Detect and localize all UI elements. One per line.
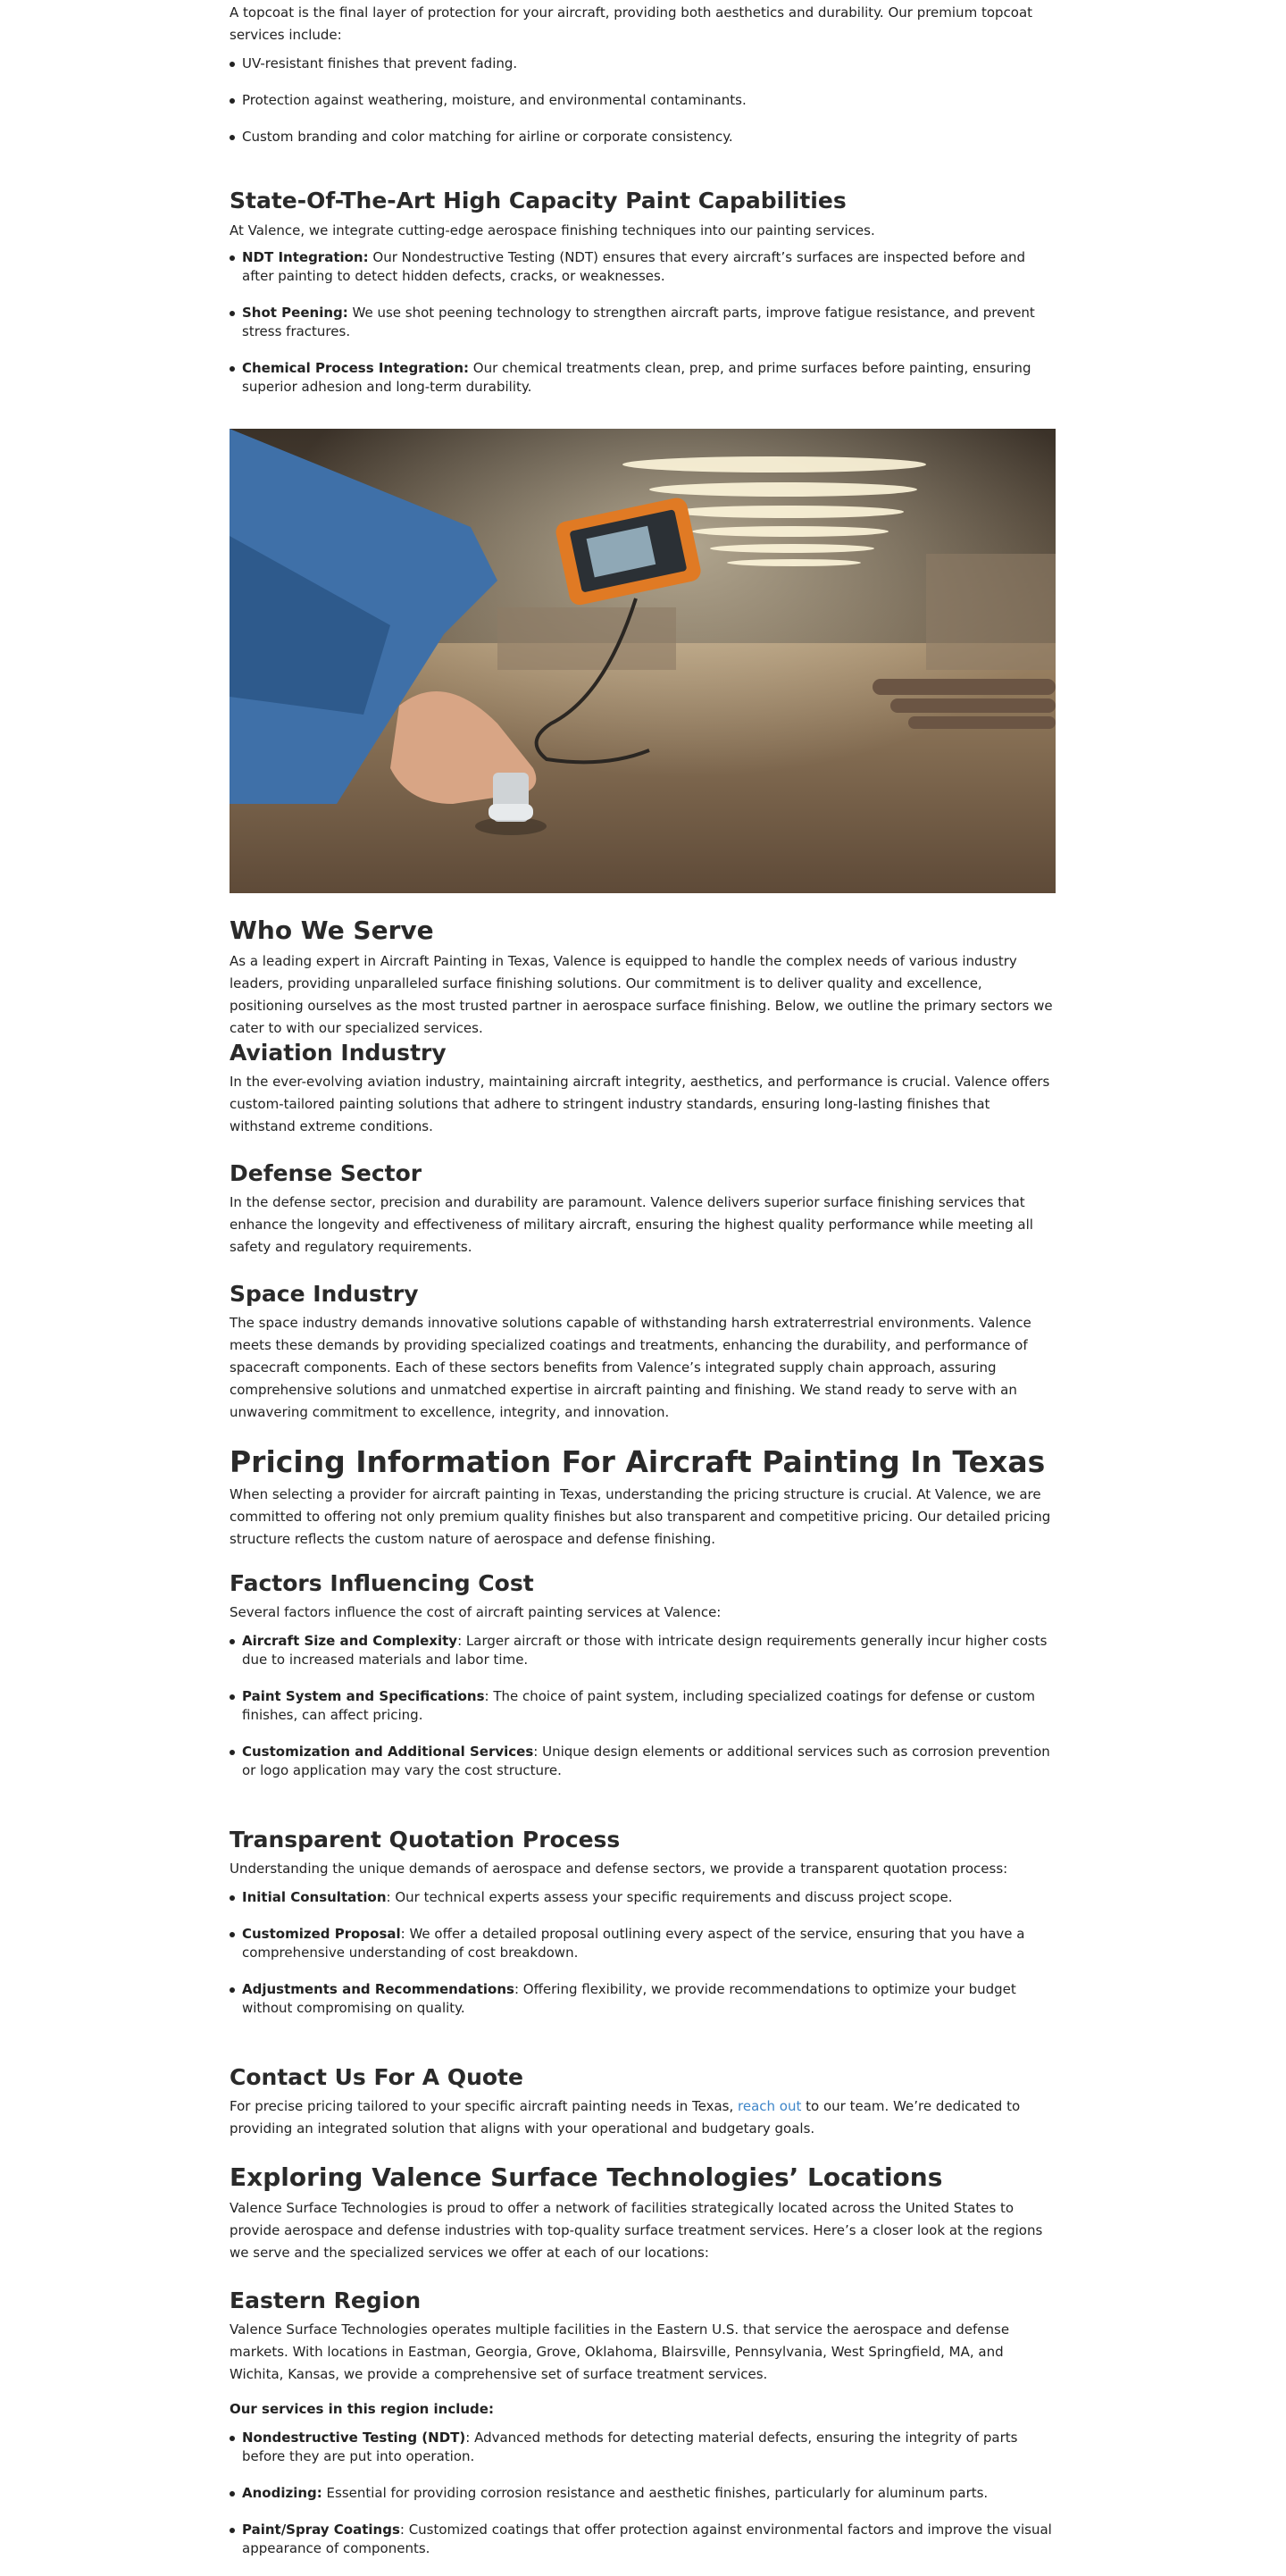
aviation-section xyxy=(230,1037,1056,1138)
item-label: Chemical Process Integration: xyxy=(242,360,470,376)
quotation-heading: Transparent Quotation Process xyxy=(230,1827,621,1853)
pricing-heading: Pricing Information For Aircraft Painting In Texas xyxy=(230,1444,1046,1479)
contact-text-after: to our team. We’re dedicated to providing an integrated solution that aligns with your operational and budgetary goals. xyxy=(230,2098,1021,2137)
capabilities-intro: At Valence, we integrate cutting-edge aerospace finishing techniques into our painting services. xyxy=(230,222,875,238)
item-text: Essential for providing corrosion resistance and aesthetic finishes, particularly for aluminum parts. xyxy=(322,2485,989,2501)
space-heading: Space Industry xyxy=(230,1281,419,1307)
item-label: Aircraft Size and Complexity xyxy=(242,1633,458,1649)
item-label: Nondestructive Testing (NDT) xyxy=(242,2430,466,2446)
aviation-text: In the ever-evolving aviation industry, maintaining aircraft integrity, aesthetics, and performance is crucial. Valence offers custom-tailored painting solutions that adhere to stringent industry standards, ensuring long-lasting finishes that withstand extreme conditions. xyxy=(230,1074,1050,1134)
topcoat-list xyxy=(230,54,1056,146)
item-text: : Larger aircraft or those with intricate design requirements generally incur higher costs due to increased materials and labor time. xyxy=(242,1633,1048,1668)
pricing-text: When selecting a provider for aircraft painting in Texas, understanding the pricing structure is crucial. At Valence, we are committed to offering not only premium quality finishes but also transparent and competitive pricing. Our detailed pricing structure reflects the custom nature of aerospace and defense finishing. xyxy=(230,1486,1051,1547)
capabilities-heading: State-Of-The-Art High Capacity Paint Capabilities xyxy=(230,188,847,213)
factors-list xyxy=(230,1632,1056,1780)
aviation-heading: Aviation Industry xyxy=(230,1040,447,1066)
list-item: Custom branding and color matching for airline or corporate consistency. xyxy=(230,128,1056,146)
eastern-services-label: Our services in this region include: xyxy=(230,2401,494,2417)
list-item xyxy=(230,1925,1056,1962)
who-heading: Who We Serve xyxy=(230,916,434,945)
item-label: Paint/Spray Coatings xyxy=(242,2522,400,2538)
list-item xyxy=(230,1687,1056,1725)
quotation-intro: Understanding the unique demands of aerospace and defense sectors, we provide a transparent quotation process: xyxy=(230,1861,1008,1877)
item-text: We use shot peening technology to strengthen aircraft parts, improve fatigue resistance, and prevent stress fractures. xyxy=(242,305,1035,339)
topcoat-intro: A topcoat is the final layer of protection for your aircraft, providing both aesthetics and durability. Our premium topcoat services include: xyxy=(230,4,1033,43)
photo-illustration xyxy=(230,429,1056,893)
space-text: The space industry demands innovative solutions capable of withstanding harsh extraterrestrial environments. Valence meets these demands by providing specialized coatings and treatments, enhancing the durability, and performance of spacecraft components. Each of these sectors benefits from Valence’s integrated supply chain approach, assuring comprehensive solutions and unmatched expertise in aircraft painting and finishing. We stand ready to serve with an unwavering commitment to excellence, integrity, and innovation. xyxy=(230,1315,1031,1420)
locations-text: Valence Surface Technologies is proud to offer a network of facilities strategically located across the United States to provide aerospace and defense industries with top-quality surface treatment services. Here’s a closer look at the regions we serve and the specialized services we offer at each of our locations: xyxy=(230,2200,1043,2261)
list-item xyxy=(230,359,1056,397)
item-text: : Advanced methods for detecting material defects, ensuring the integrity of parts before they are put into operation. xyxy=(242,2430,1018,2464)
space-section xyxy=(230,1278,1056,1424)
contact-text xyxy=(230,2095,1056,2140)
item-label: Shot Peening: xyxy=(242,305,348,321)
pricing-section xyxy=(230,1443,1056,1551)
eastern-text: Valence Surface Technologies operates multiple facilities in the Eastern U.S. that service the aerospace and defense markets. With locations in Eastman, Georgia, Grove, Oklahoma, Blairsville, Pennsylvania, West Springfield, MA, and Wichita, Kansas, we provide a comprehensive set of surface treatment services. xyxy=(230,2321,1010,2382)
factors-heading: Factors Influencing Cost xyxy=(230,1570,534,1596)
item-text: : Offering flexibility, we provide recommendations to optimize your budget without compromising on quality. xyxy=(242,1981,1016,2016)
contact-heading: Contact Us For A Quote xyxy=(230,2064,523,2090)
item-label: Paint System and Specifications xyxy=(242,1688,485,1704)
item-text: : We offer a detailed proposal outlining every aspect of the service, ensuring that you have a comprehensive understanding of cost breakdown. xyxy=(242,1926,1025,1961)
quotation-list xyxy=(230,1888,1056,2018)
locations-heading: Exploring Valence Surface Technologies’ Locations xyxy=(230,2162,943,2192)
list-item xyxy=(230,248,1056,286)
item-text: Our Nondestructive Testing (NDT) ensures that every aircraft’s surfaces are inspected before and after painting to detect hidden defects, cracks, or weaknesses. xyxy=(242,249,1026,284)
list-item xyxy=(230,2429,1056,2466)
item-text: : Customized coatings that offer protection against environmental factors and improve the visual appearance of components. xyxy=(242,2522,1052,2556)
capabilities-list xyxy=(230,248,1056,397)
defense-section xyxy=(230,1158,1056,1259)
item-text: : Unique design elements or additional services such as corrosion prevention or logo application may vary the cost structure. xyxy=(242,1744,1050,1778)
who-we-serve-section xyxy=(230,913,1056,1040)
factors-intro: Several factors influence the cost of aircraft painting services at Valence: xyxy=(230,1604,722,1620)
item-label: Customization and Additional Services xyxy=(242,1744,534,1760)
reach-out-link[interactable]: reach out xyxy=(738,2098,802,2114)
defense-text: In the defense sector, precision and durability are paramount. Valence delivers superior surface finishing services that enhance the longevity and effectiveness of military aircraft, ensuring the highest quality performance while meeting all safety and regulatory requirements. xyxy=(230,1194,1033,1255)
locations-section xyxy=(230,2160,1056,2264)
eastern-region-section xyxy=(230,2285,1056,2576)
list-item: Protection against weathering, moisture, and environmental contaminants. xyxy=(230,91,1056,110)
who-intro: As a leading expert in Aircraft Painting in Texas, Valence is equipped to handle the complex needs of various industry leaders, providing unparalleled surface finishing solutions. Our commitment is to deliver quality and excellence, positioning ourselves as the most trusted partner in aerospace surface finishing. Below, we outline the primary sectors we cater to with our specialized services. xyxy=(230,953,1053,1036)
quotation-section xyxy=(230,1824,1056,2036)
item-label: Customized Proposal xyxy=(242,1926,401,1942)
eastern-services-list xyxy=(230,2429,1056,2558)
topcoat-section xyxy=(230,2,1056,164)
contact-section xyxy=(230,2062,1056,2140)
list-item xyxy=(230,1888,1056,1907)
item-text: Our chemical treatments clean, prep, and prime surfaces before painting, ensuring superior adhesion and long-term durability. xyxy=(242,360,1031,395)
item-label: NDT Integration: xyxy=(242,249,369,265)
item-label: Adjustments and Recommendations xyxy=(242,1981,514,1997)
list-item: UV-resistant finishes that prevent fading. xyxy=(230,54,1056,73)
list-item xyxy=(230,2484,1056,2503)
factors-section xyxy=(230,1568,1056,1798)
item-label: Initial Consultation xyxy=(242,1889,387,1905)
list-item xyxy=(230,2521,1056,2558)
list-item xyxy=(230,1632,1056,1669)
ndt-inspection-photo xyxy=(230,429,1056,893)
defense-heading: Defense Sector xyxy=(230,1160,422,1186)
contact-text-before: For precise pricing tailored to your specific aircraft painting needs in Texas, xyxy=(230,2098,739,2114)
eastern-heading: Eastern Region xyxy=(230,2287,422,2313)
list-item xyxy=(230,1743,1056,1780)
item-label: Anodizing: xyxy=(242,2485,322,2501)
list-item xyxy=(230,304,1056,341)
list-item xyxy=(230,1980,1056,2018)
capabilities-section xyxy=(230,185,1056,414)
item-text: : The choice of paint system, including specialized coatings for defense or custom finishes, can affect pricing. xyxy=(242,1688,1035,1723)
item-text: : Our technical experts assess your specific requirements and discuss project scope. xyxy=(386,1889,953,1905)
